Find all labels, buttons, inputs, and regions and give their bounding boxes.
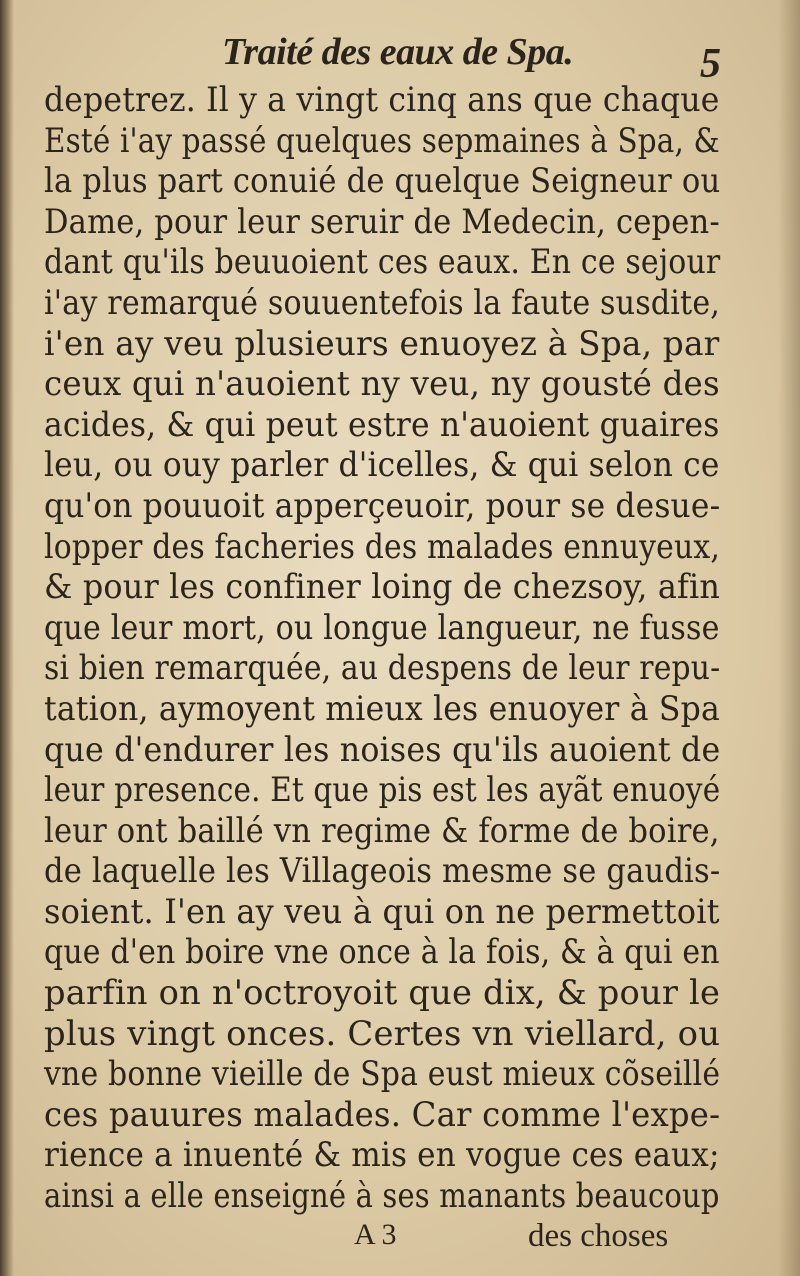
text-line: & pour les confiner loing de chezsoy, afin (44, 567, 721, 608)
text-line: depetrez. Il y a vingt cinq ans que chaque (44, 80, 720, 120)
text-line: que d'endurer les noises qu'ils auoient de (44, 729, 721, 770)
text-line: lopper des facheries des malades ennuyeux, (44, 526, 720, 567)
text-line: Dame, pour leur seruir de Medecin, cepen- (44, 201, 720, 242)
text-line: ces pauures malades. Car comme l'expe- (44, 1094, 721, 1135)
text-line: de laquelle les Villageois mesme se gaudis- (44, 851, 721, 892)
text-line: dant qu'ils beuuoient ces eaux. En ce sejour (44, 242, 721, 283)
text-line: leu, ou ouy parler d'icelles, & qui selon ce (44, 445, 720, 486)
text-line: parfin on n'octroyoit que dix, & pour le (44, 973, 721, 1014)
text-line: rience a inuenté & mis en vogue ces eaux; (44, 1135, 720, 1176)
page-number: 5 (700, 41, 721, 87)
text-line: ainsi a elle enseigné à ses manants beaucoup (44, 1176, 720, 1217)
text-line: i'en ay veu plusieurs enuoyez à Spa, par (44, 323, 720, 364)
text-line: ceux qui n'auoient ny veu, ny gousté des (44, 364, 720, 405)
text-line: tation, aymoyent mieux les enuoyer à Spa (44, 688, 720, 729)
text-line: la plus part conuié de quelque Seigneur ou (44, 161, 721, 202)
text-line: leur presence. Et que pis est les ayãt enuoyé (44, 770, 721, 811)
body-text (44, 80, 720, 1217)
text-line: i'ay remarqué souuentefois la faute susdite, (44, 282, 721, 323)
text-line: plus vingt onces. Certes vn viellard, ou (44, 1013, 721, 1054)
text-line: Esté i'ay passé quelques sepmaines à Spa, & (44, 120, 720, 161)
binding-gutter (0, 0, 14, 1276)
text-line: soient. I'en ay veu à qui on ne permettoit (44, 891, 720, 932)
page-header (0, 26, 800, 86)
text-line: que d'en boire vne once à la fois, & à qui en (44, 932, 720, 973)
text-line: leur ont baillé vn regime & forme de boire, (44, 810, 720, 851)
page-edge-shadow (778, 0, 800, 1276)
text-line: si bien remarquée, au despens de leur repu- (44, 648, 721, 689)
running-title: Traité des eaux de Spa. (222, 31, 574, 73)
text-line: acides, & qui peut estre n'auoient guaires (44, 404, 720, 445)
text-line: qu'on pouuoit apperçeuoir, pour se desue- (44, 485, 721, 526)
signature-mark: A 3 (354, 1218, 397, 1251)
text-line: que leur mort, ou longue langueur, ne fusse (44, 607, 720, 648)
text-line: vne bonne vieille de Spa eust mieux cõseillé (44, 1054, 721, 1095)
page-footer (0, 1218, 800, 1268)
catchword: des choses (528, 1218, 669, 1254)
